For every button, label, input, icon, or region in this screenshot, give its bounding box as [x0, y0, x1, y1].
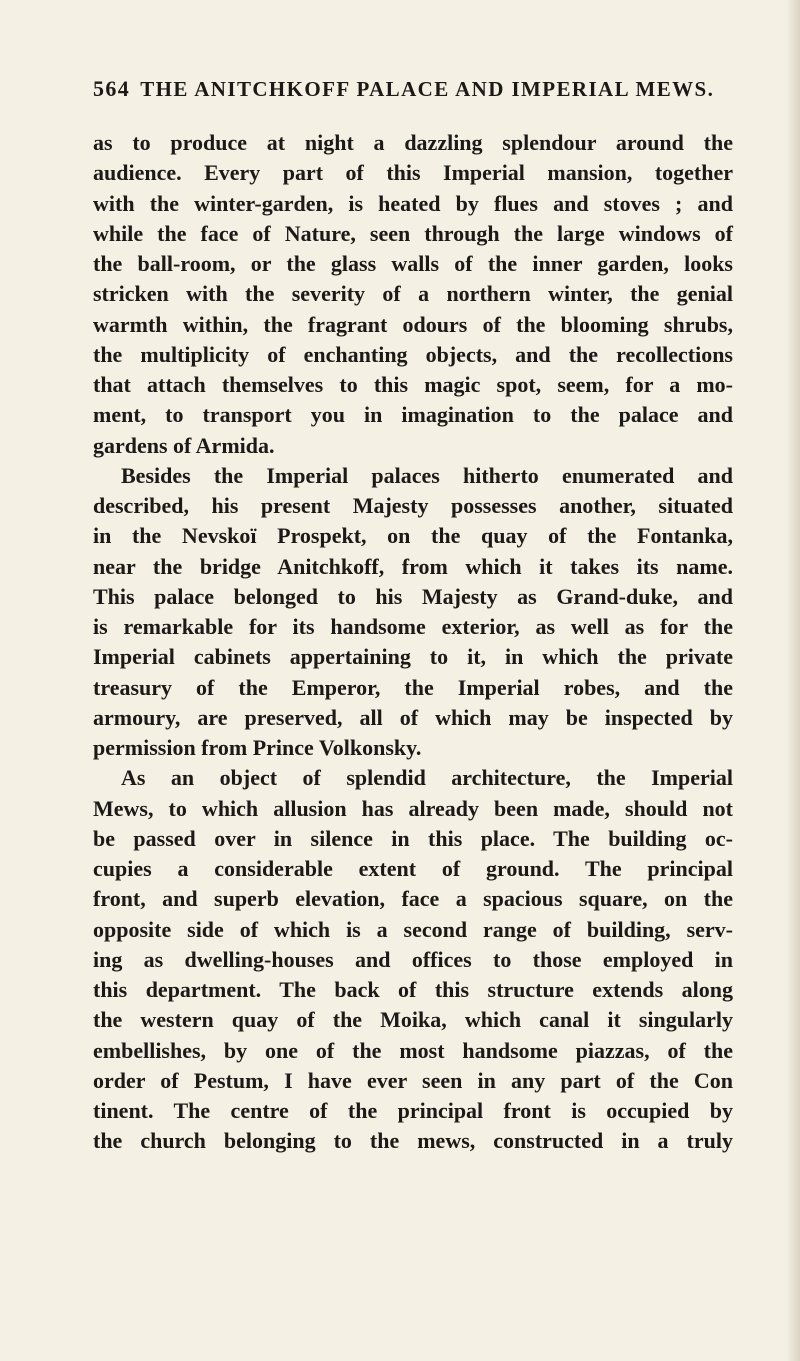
text-line: warmth within, the fragrant odours of the blooming shrubs, — [93, 311, 733, 337]
text-line: in the Nevskoï Prospekt, on the quay of the Fontanka, — [93, 523, 733, 549]
text-line: this department. The back of this structure extends along — [93, 977, 733, 1002]
text-line: the multiplicity of enchanting objects, and the recollections — [93, 341, 733, 367]
text-line: cupies a considerable extent of ground. The principal — [93, 856, 733, 881]
text-line: stricken with the severity of a northern winter, the genial — [93, 281, 733, 307]
text-line: be passed over in silence in this place. The building oc- — [93, 825, 733, 851]
text-line: armoury, are preserved, all of which may be inspected by — [93, 704, 733, 730]
running-title: THE ANITCHKOFF PALACE AND IMPERIAL MEWS. — [140, 77, 715, 101]
text-line: opposite side of which is a second range of building, serv- — [93, 916, 733, 942]
paragraph-start-line: Besides the Imperial palaces hitherto enumerated and — [121, 462, 733, 488]
text-line: described, his present Majesty possesses another, situated — [93, 493, 733, 518]
text-line: as to produce at night a dazzling splendour around the — [93, 130, 733, 155]
text-line: treasury of the Emperor, the Imperial robes, and the — [93, 674, 733, 700]
text-line: the western quay of the Moika, which canal it singularly — [93, 1007, 733, 1033]
paragraph-end-line: permission from Prince Volkonsky. — [93, 735, 422, 760]
page-number: 564 — [93, 76, 131, 101]
text-line: tinent. The centre of the principal front is occupied by — [93, 1098, 733, 1123]
text-line: is remarkable for its handsome exterior, as well as for the — [93, 614, 733, 639]
running-head — [93, 76, 731, 108]
page-edge-shadow — [786, 0, 800, 1361]
text-line: Mews, to which allusion has already been made, should not — [93, 795, 733, 821]
text-line: the ball-room, or the glass walls of the inner garden, looks — [93, 251, 733, 276]
text-line: front, and superb elevation, face a spacious square, on the — [93, 886, 733, 912]
text-line: with the winter-garden, is heated by flues and stoves ; and — [93, 190, 733, 216]
text-line: audience. Every part of this Imperial mansion, together — [93, 160, 733, 186]
text-line: ing as dwelling-houses and offices to those employed in — [93, 946, 733, 972]
body-text — [93, 128, 733, 1157]
text-line: Imperial cabinets appertaining to it, in which the private — [93, 644, 733, 670]
text-line: ment, to transport you in imagination to the palace and — [93, 402, 733, 428]
paragraph-end-line: gardens of Armida. — [93, 432, 275, 458]
text-line: embellishes, by one of the most handsome piazzas, of the — [93, 1037, 733, 1063]
text-line: This palace belonged to his Majesty as Grand-duke, and — [93, 583, 733, 609]
text-line: near the bridge Anitchkoff, from which it takes its name. — [93, 553, 733, 579]
text-line: order of Pestum, I have ever seen in any part of the Con — [93, 1067, 733, 1093]
text-line: while the face of Nature, seen through the large windows of — [93, 220, 733, 246]
text-line: that attach themselves to this magic spot, seem, for a mo- — [93, 372, 733, 397]
text-line: the church belonging to the mews, constructed in a truly — [93, 1128, 733, 1154]
paragraph-start-line: As an object of splendid architecture, the Imperial — [121, 765, 733, 791]
